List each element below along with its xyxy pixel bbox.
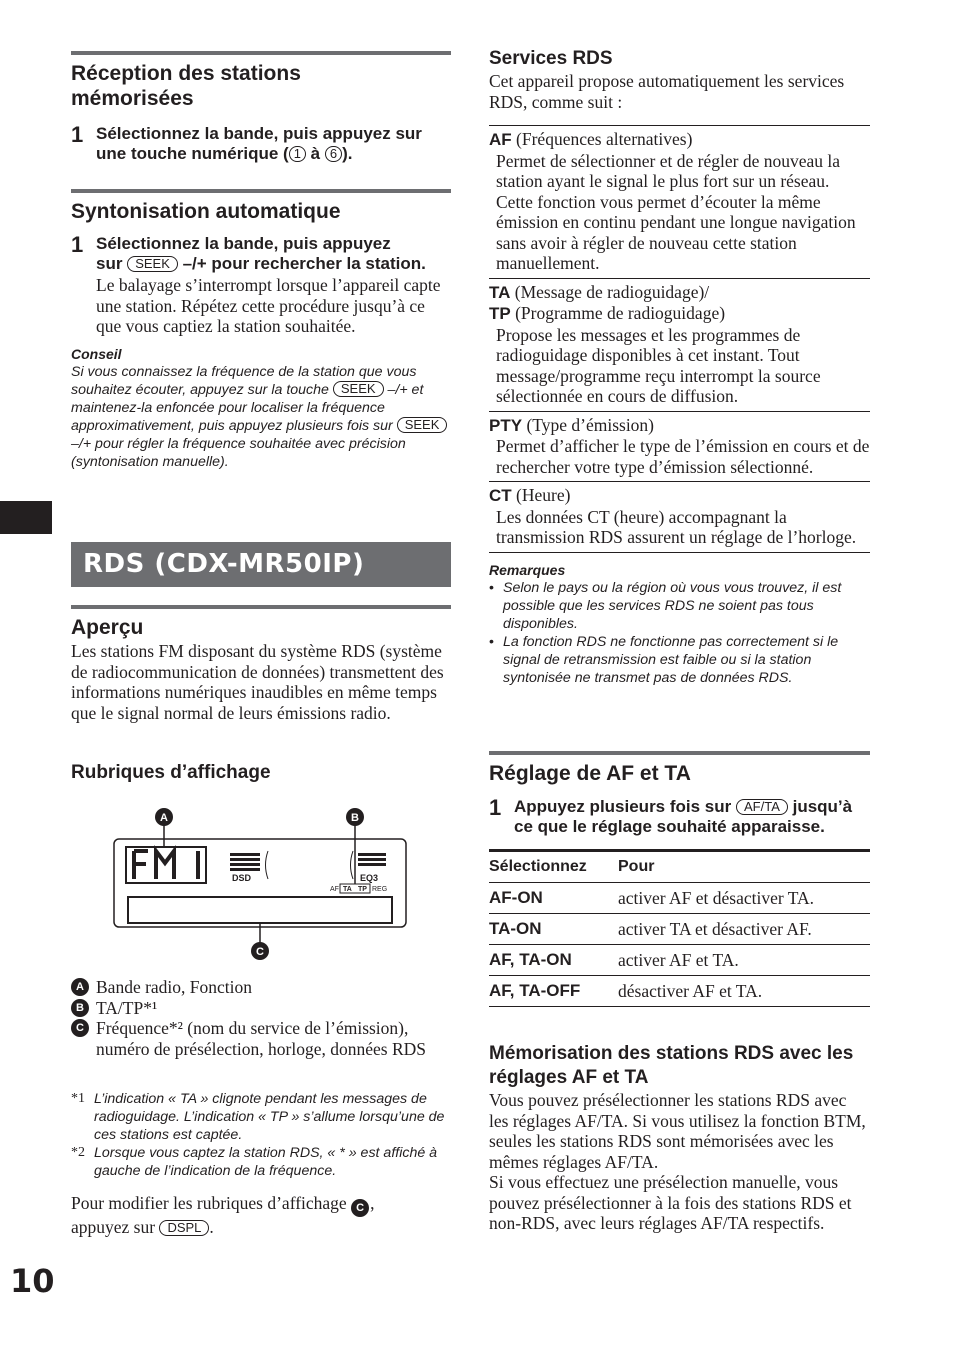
- af-indicator: AF: [330, 886, 339, 893]
- reception-title: [71, 61, 451, 111]
- apercu-title: Aperçu: [71, 616, 144, 639]
- rubriques-section: [71, 761, 451, 785]
- callout-c: [251, 942, 269, 960]
- remarks-block: [489, 561, 870, 687]
- af-ta-title: Réglage de AF et TA: [489, 762, 691, 785]
- memo-body-2: Si vous effectuez une présélection manuelle, vous pouvez présélectionner à la fois des stations RDS et non-RDS, avec leurs réglages AF/TA respectifs.: [489, 1172, 852, 1233]
- seek-button: SEEK: [397, 417, 448, 433]
- tip-title: Conseil: [71, 345, 122, 362]
- tp-indicator: TP: [358, 886, 367, 893]
- service-item-af: AF (Fréquences alternatives) Permet de sélectionner et de régler de nouveau la station ayant le signal le plus fort sur un réseau. Cette fonction vous permet d’écouter la même émission en continu pendant une longue navigation sans avoir à régler de nouveau cette station manuellement.: [489, 125, 870, 278]
- step-number: 1: [71, 122, 84, 147]
- page-number: 10: [10, 1262, 55, 1300]
- legend-item: C Fréquence*² (nom du service de l’émission), numéro de présélection, horloge, données RDS: [71, 1018, 451, 1059]
- reception-section: [71, 51, 451, 164]
- callout-a: [155, 808, 173, 826]
- memo-title: Mémorisation des stations RDS avec les réglages AF et TA: [489, 1043, 854, 1088]
- footnote: *2 Lorsque vous captez la station RDS, « * » est affiché à gauche de l’indication de la fréquence.: [71, 1145, 438, 1179]
- table-row: TA-ON activer TA et désactiver AF.: [489, 914, 870, 945]
- services-intro: Cet appareil propose automatiquement les services RDS, comme suit :: [489, 71, 845, 112]
- column-header: Pour: [618, 858, 655, 875]
- preset-1-button: 1: [289, 146, 306, 162]
- table-row: AF-ON activer AF et désactiver TA.: [489, 883, 870, 914]
- section-tab-marker: [0, 501, 52, 534]
- af-ta-step-text: Appuyez plusieurs fois sur AF/TA jusqu’à ce que le réglage souhaité apparaisse.: [514, 797, 853, 836]
- svg-text:B: B: [351, 812, 359, 824]
- memo-body-1: Vous pouvez présélectionner les stations RDS avec les réglages AF/TA. Si vous utilisez la fonction BTM, seules les stations RDS sont mémorisées avec les mêmes réglages AF/TA.: [489, 1090, 866, 1172]
- af-ta-section: [489, 751, 870, 1007]
- auto-tuning-section: [71, 189, 451, 471]
- tip-block: [71, 345, 451, 471]
- step-number: 1: [489, 795, 502, 820]
- remark-item: • La fonction RDS ne fonctionne pas correctement si le signal de retransmission est faible ou si la station syntonisée ne transmet pas de données RDS.: [489, 633, 839, 686]
- af-ta-table: [489, 849, 870, 1007]
- service-item-ct: CT (Heure) Les données CT (heure) accompagnant la transmission RDS assurent un réglage de l’horloge.: [489, 481, 870, 553]
- seek-button: SEEK: [333, 381, 384, 397]
- footnote: *1 L’indication « TA » clignote pendant les messages de radioguidage. L’indication « TP » s’allume lorsqu’une de ces stations est captée.: [71, 1091, 445, 1143]
- service-item-pty: PTY (Type d’émission) Permet d’afficher le type de l’émission en cours et de rechercher votre type d’émission sélectionné.: [489, 411, 870, 482]
- apercu-section: [71, 605, 451, 723]
- rubriques-title: Rubriques d’affichage: [71, 762, 271, 783]
- af-ta-step-1: [489, 797, 870, 837]
- ta-indicator: TA: [343, 886, 352, 893]
- reception-title-line1: Réception des stations: [71, 62, 301, 85]
- services-section: [489, 47, 870, 687]
- rds-section-banner: RDS (CDX-MR50IP): [71, 542, 451, 587]
- table-row: AF, TA-ON activer AF et TA.: [489, 945, 870, 976]
- reception-title-line2: mémorisées: [71, 87, 194, 110]
- services-title: Services RDS: [489, 48, 613, 69]
- step-number: 1: [71, 232, 84, 257]
- auto-tuning-step-text: Sélectionnez la bande, puis appuyez sur SEEK –/+ pour rechercher la station.: [96, 234, 426, 273]
- svg-text:C: C: [256, 946, 264, 958]
- legend-item: A Bande radio, Fonction: [71, 977, 451, 998]
- modify-display-text: Pour modifier les rubriques d’affichage C , appuyez sur DSPL .: [71, 1193, 375, 1237]
- reception-step-text: Sélectionnez la bande, puis appuyez sur une touche numérique ( 1 à 6 ).: [96, 124, 422, 163]
- seek-button: SEEK: [127, 256, 178, 272]
- display-illustration: [110, 805, 410, 965]
- af-ta-button: AF/TA: [736, 799, 788, 815]
- svg-text:A: A: [160, 812, 168, 824]
- footnotes: [71, 1090, 451, 1180]
- auto-tuning-step-1: [71, 234, 451, 337]
- remark-item: • Selon le pays ou la région où vous vous trouvez, il est possible que les services RDS ne soient pas tous disponibles.: [489, 579, 842, 632]
- reception-step-1: [71, 124, 451, 164]
- table-row: AF, TA-OFF désactiver AF et TA.: [489, 976, 870, 1007]
- apercu-body: Les stations FM disposant du système RDS (système de radiocommunication de données) transmettent des informations numériques inaudibles en même temps que le signal normal de leurs émissions radio.: [71, 641, 444, 723]
- service-item-ta-tp: TA (Message de radioguidage)/ TP (Programme de radioguidage) Propose les messages et les programmes de radioguidage disponibles à cet instant. Tout message/programme reçu interrompt la source sélectionnée en cours de diffusion.: [489, 278, 870, 411]
- preset-6-button: 6: [325, 146, 342, 162]
- remarks-title: Remarques: [489, 561, 566, 578]
- memo-section: [489, 1042, 870, 1234]
- tip-text: Si vous connaissez la fréquence de la station que vous souhaitez écouter, appuyez sur la touche SEEK –/+ et maintenez-la enfoncée pour localiser la fréquence approximativement, puis appuyez plusieurs fois sur SEEK –/+ pour régler la fréquence souhaitée avec précision (syntonisation manuelle).: [71, 363, 451, 471]
- auto-tuning-title: Syntonisation automatique: [71, 200, 341, 223]
- table-header-row: [489, 851, 870, 883]
- auto-tuning-body: Le balayage s’interrompt lorsque l’appareil capte une station. Répétez cette procédure jusqu’à ce que vous captiez la station souhaitée.: [96, 275, 441, 336]
- svg-text:EQ3: EQ3: [360, 873, 379, 883]
- column-header: Sélectionnez: [489, 858, 587, 875]
- dspl-button: DSPL: [159, 1220, 209, 1236]
- svg-text:DSD: DSD: [232, 873, 252, 883]
- display-legend: [71, 977, 451, 1059]
- legend-item: B TA/TP*¹: [71, 998, 451, 1019]
- reg-indicator: REG: [372, 886, 388, 893]
- callout-b: [346, 808, 364, 826]
